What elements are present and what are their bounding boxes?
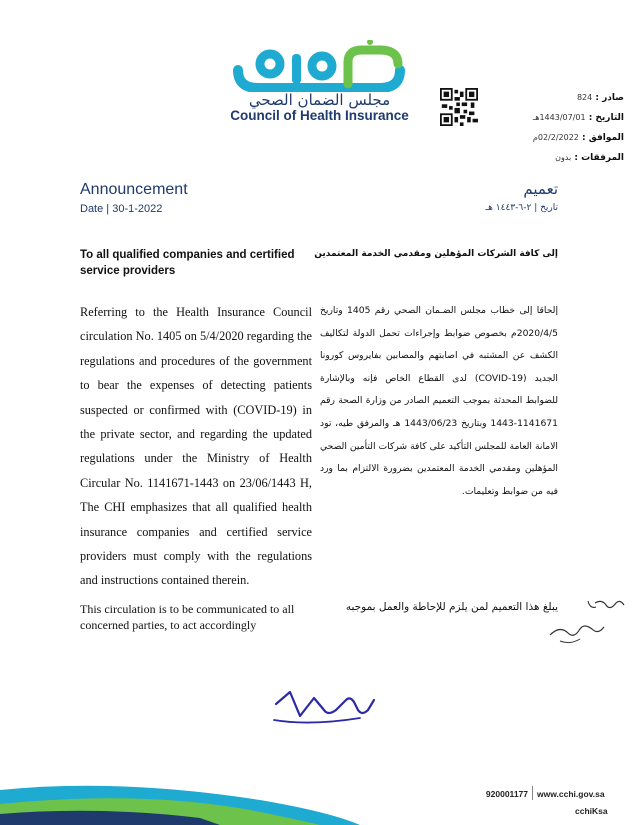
reference-row-hijri-date: التاريخ : 1443/07/01هـ — [532, 113, 624, 123]
announcement-date-en: Date | 30-1-2022 — [80, 203, 163, 215]
body-text-ar: إلحاقا إلى خطاب مجلس الضـمان الصحي رقم 1405 وتاريخ 2020/4/5م بخصوص ضوابط وإجراءات تحمل الدولة لتكاليف الكشف عن المشتبه في اصابتهم والمصابين بفايروس كورونا الجديد (COVID-19) لدى القطاع الخاص فإنه وبالإشارة للضوابط المحدثة بموجب التعميم الصادر من وزارة الصحة رقم 1141671-1443 وبتاريخ 1443/06/23 هـ والمرفق طيه، تود الامانة العامة للمجلس التأكيد على كافة شركات التأمين الصحي المؤهلين ومقدمي الخدمة المعتمدين بضرورة الالتزام بما ورد فيه من ضوابط وتعليمات. — [320, 305, 558, 497]
closing-text-ar: يبلغ هذا التعميم لمن يلزم للإحاطة والعمل بموجبه — [345, 601, 558, 613]
addressee-ar: إلى كافة الشركات المؤهلين ومقدمي الخدمة المعتمدين — [314, 249, 558, 259]
announcement-date-ar: تاريخ | ٢-٦-١٤٤٣ هـ — [485, 203, 558, 213]
reference-row-gregorian-date: الموافق : 02/2/2022م — [532, 133, 624, 143]
logo-arabic-name: مجلس الضمان الصحي — [248, 91, 391, 109]
footer-phone-number: 920001177 — [485, 789, 528, 799]
logo-english-name: Council of Health Insurance — [230, 108, 409, 123]
addressee-en: To all qualified companies and certified service providers — [80, 249, 295, 277]
body-text-en: Referring to the Health Insurance Council circulation No. 1405 on 5/4/2020 regarding the regulations and procedures of the government to bear the expenses of detecting patients suspected or confirmed with (COVID-19) in the private sector, and regarding the updated regulations under the Ministry of Health Circular No. 1141671-1443 on 23/06/1443 H, The CHI emphasizes that all qualified health insurance companies and certified service providers must comply with the regulations and instructions contained therein. — [80, 305, 312, 588]
reference-row-attachments: المرفقات : بدون — [555, 153, 624, 163]
footer-social-handle[interactable]: cchiKsa — [575, 806, 608, 816]
council-logo — [222, 40, 417, 140]
reference-row-number: صادر : 824 — [576, 93, 624, 103]
official-signature-icon — [270, 680, 380, 730]
announcement-title-en: Announcement — [80, 181, 188, 198]
announcement-title-ar: تعميم — [523, 180, 558, 198]
footer-website-link[interactable]: www.cchi.gov.sa — [537, 789, 605, 799]
footer-divider — [532, 786, 533, 800]
qr-code-icon — [440, 88, 478, 126]
handwritten-signature-icon — [540, 595, 630, 655]
reference-block — [484, 88, 624, 168]
closing-text-en: This circulation is to be communicated to all concerned parties, to act accordingly — [80, 602, 295, 632]
logo-mark-icon — [230, 40, 410, 92]
